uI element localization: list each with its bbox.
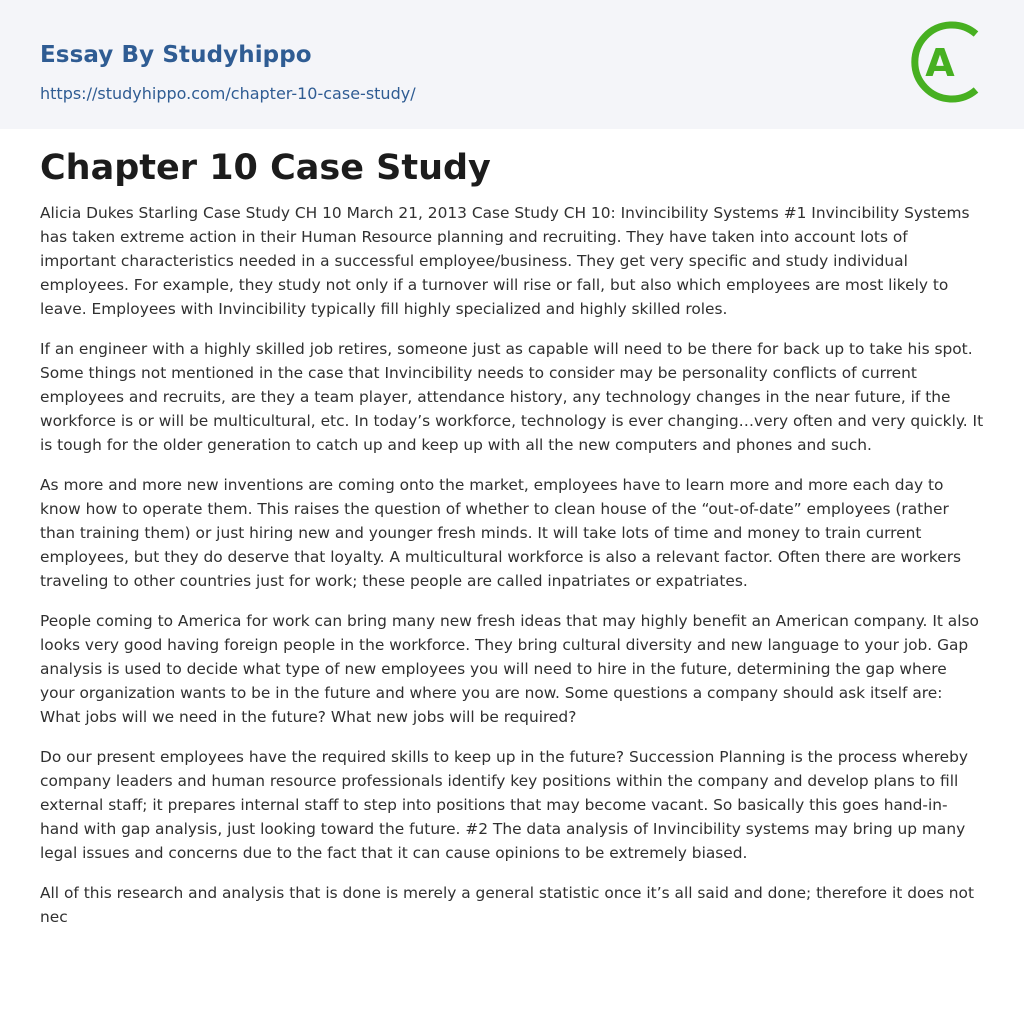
site-brand[interactable]: Essay By Studyhippo (40, 42, 312, 68)
page-title: Chapter 10 Case Study (40, 148, 491, 188)
article-paragraph-5: Do our present employees have the required skills to keep up in the future? Succession Planning is the process whereby company leaders and human resource professionals identify key positions within the company and develop plans to fill external staff; it prepares internal staff to step into positions that may become vacant. So basically this goes hand-in-hand with gap analysis, just looking toward the future. #2 The data analysis of Invincibility systems may bring up many legal issues and concerns due to the fact that it can cause opinions to be extremely biased. (40, 748, 968, 862)
site-header (0, 0, 1024, 129)
article (40, 146, 986, 945)
studyhippo-logo-icon[interactable] (910, 18, 988, 106)
page-url-link[interactable]: https://studyhippo.com/chapter-10-case-study/ (40, 84, 416, 103)
article-paragraph-4: People coming to America for work can bring many new fresh ideas that may highly benefit an American company. It also looks very good having foreign people in the workforce. They bring cultural diversity and new language to your job. Gap analysis is used to decide what type of new employees you will need to hire in the future, determining the gap where your organization wants to be in the future and where you are now. Some questions a company should ask itself are: What jobs will we need in the future? What new jobs will be required? (40, 612, 979, 726)
article-paragraph-2: If an engineer with a highly skilled job retires, someone just as capable will need to be there for back up to take his spot. Some things not mentioned in the case that Invincibility needs to consider may be personality conflicts of current employees and recruits, are they a team player, attendance history, any technology changes in the near future, if the workforce is or will be multicultural, etc. In today’s workforce, technology is ever changing…very often and very quickly. It is tough for the older generation to catch up and keep up with all the new computers and phones and such. (40, 340, 984, 454)
article-paragraph-3: As more and more new inventions are coming onto the market, employees have to learn more and more each day to know how to operate them. This raises the question of whether to clean house of the “out-of-date” employees (rather than training them) or just hiring new and younger fresh minds. It will take lots of time and money to train current employees, but they do deserve that loyalty. A multicultural workforce is also a relevant factor. Often there are workers traveling to other countries just for work; these people are called inpatriates or expatriates. (40, 476, 962, 590)
article-paragraph-1: Alicia Dukes Starling Case Study CH 10 March 21, 2013 Case Study CH 10: Invincibility Systems #1 Invincibility Systems has taken extreme action in their Human Resource planning and recruiting. They have taken into account lots of important characteristics needed in a successful employee/business. They get very specific and study individual employees. For example, they study not only if a turnover will rise or fall, but also which employees are most likely to leave. Employees with Invincibility typically fill highly specialized and highly skilled roles. (40, 204, 970, 318)
article-paragraph-6: All of this research and analysis that is done is merely a general statistic once it’s all said and done; therefore it does not nec (40, 884, 974, 926)
svg-text:A: A (925, 41, 955, 85)
